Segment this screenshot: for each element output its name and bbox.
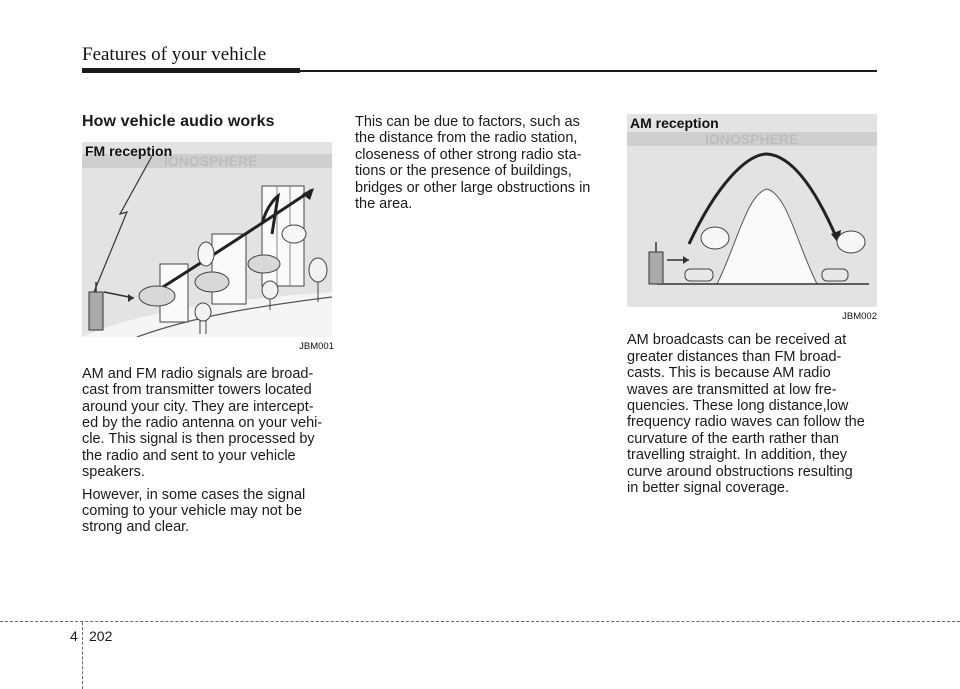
am-reception-label: AM reception — [630, 115, 719, 131]
column-3 — [627, 114, 877, 496]
am-figure-code: JBM002 — [842, 311, 877, 322]
am-reception-illustration — [627, 114, 877, 307]
am-ionosphere-text: IONOSPHERE — [705, 131, 799, 147]
header-rule-thin — [300, 70, 877, 72]
paragraph: AM and FM radio signals are broad- cast from transmitter towers located around your city. They are intercept- ed by the radio antenna on your vehi- cle. This signal is then processed by the radio and sent to your vehicle speakers. — [82, 365, 323, 481]
page-number: 202 — [89, 628, 113, 644]
fm-reception-label: FM reception — [85, 143, 173, 160]
paragraph: However, in some cases the signal coming to your vehicle may not be strong and clear. — [82, 486, 306, 536]
fm-reception-figure — [82, 142, 332, 337]
fm-reception-illustration — [82, 142, 332, 337]
section-heading: How vehicle audio works — [82, 113, 275, 130]
page-header-title: Features of your vehicle — [82, 44, 267, 65]
paragraph: This can be due to factors, such as the distance from the radio station, closeness of other strong radio sta- tions or the presence of buildings, bridges or other large obstructions in the area. — [355, 114, 591, 213]
fm-figure-code: JBM001 — [299, 341, 334, 353]
footer-rule — [0, 621, 960, 622]
am-reception-figure — [627, 114, 877, 307]
chapter-number: 4 — [70, 628, 78, 644]
column-2 — [355, 114, 605, 212]
paragraph: AM broadcasts can be received at greater distances than FM broad- casts. This is because AM radio waves are transmitted at low fre- quencies. These long distance,low frequency radio waves can follow the curvature of the earth rather than travelling straight. In addition, they curve around obstructions resulting in better signal coverage. — [627, 332, 865, 497]
column-1 — [82, 114, 334, 536]
fm-ionosphere-text: IONOSPHERE — [164, 153, 258, 170]
header-rule-thick — [82, 68, 300, 73]
footer-vertical-rule — [82, 622, 83, 689]
